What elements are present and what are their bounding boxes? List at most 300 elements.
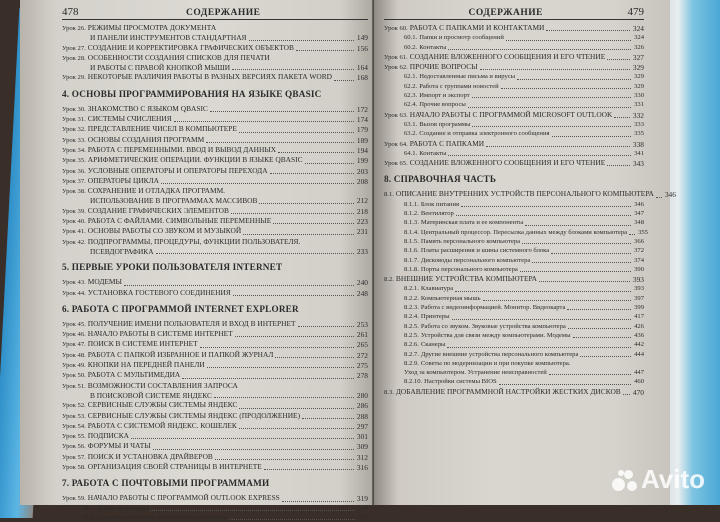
dot-leader (520, 271, 631, 272)
toc-entry (384, 189, 676, 200)
toc-entry-label (404, 284, 453, 293)
toc-entry-page: 372 (634, 247, 644, 255)
toc-entry (384, 265, 644, 274)
dot-leader (296, 50, 354, 51)
dot-leader (549, 374, 631, 375)
toc-entry-page: 329 (634, 73, 644, 81)
toc-entry-number: Урок 37. (62, 177, 86, 185)
toc-entry-title: Материнская плата и ее компоненты (420, 219, 524, 227)
toc-entry-number: Урок 53. (62, 412, 86, 420)
dot-leader (448, 155, 631, 156)
toc-entry-label (62, 124, 237, 134)
section-heading: 4. ОСНОВЫ ПРОГРАММИРОВАНИЯ НА ЯЗЫКЕ QBASIC (62, 88, 322, 99)
toc-entry (62, 421, 368, 431)
toc-entry-page: 374 (634, 256, 644, 264)
toc-entry-number: Урок 43. (62, 279, 86, 287)
toc-entry (384, 149, 644, 158)
toc-entry-number: Урок 50. (62, 372, 86, 380)
dot-leader (298, 326, 354, 327)
toc-entry (62, 288, 368, 298)
toc-entry-title: НАЧАЛО РАБОТЫ В СИСТЕМЕ ИНТЕРНЕТ (87, 329, 233, 339)
toc-entry-label (62, 421, 237, 431)
toc-entry-label (404, 91, 470, 100)
toc-entry-page: 248 (356, 288, 368, 298)
toc-entry-number: Урок 56. (62, 443, 86, 451)
toc-entry-title: Вентилятор (420, 210, 454, 218)
dot-leader (161, 183, 354, 184)
toc-entry-number: 62.3. (404, 92, 418, 100)
toc-entry-number: Урок 28. (62, 54, 86, 62)
toc-entry-number: Урок 33. (62, 136, 86, 144)
toc-entry-title: Вызов программы (97, 504, 149, 512)
toc-entry-label (62, 411, 300, 421)
toc-entry (384, 120, 644, 129)
toc-entry-title: ВОЗМОЖНОСТИ СОСТАВЛЕНИЯ ЗАПРОСА (87, 380, 238, 390)
toc-entry (384, 23, 644, 33)
toc-entry-title: Создание и отправка электронного сообщения (97, 513, 228, 521)
toc-entry-number: 8.2.5. (404, 331, 419, 339)
toc-entry-number: Урок 32. (62, 126, 86, 134)
left-page-header (62, 6, 368, 20)
toc-entry (384, 139, 644, 149)
toc-entry-label (62, 216, 271, 226)
toc-entry-label (62, 72, 332, 82)
dot-leader (206, 142, 354, 143)
toc-entry-label (404, 120, 470, 129)
toc-entry-label (62, 319, 296, 329)
toc-entry (62, 431, 368, 441)
toc-entry-title: ФОРУМЫ И ЧАТЫ (87, 441, 151, 451)
toc-entry-label (90, 247, 154, 256)
toc-entry-title: Работа с видеоинформацией. Монитор. Видеокарта (420, 304, 566, 312)
toc-entry-number: Урок 52. (62, 402, 86, 410)
toc-entry-number: Урок 49. (62, 362, 86, 370)
toc-entry (384, 294, 644, 303)
toc-entry-label (62, 288, 231, 298)
toc-entry-title: СОЗДАНИЕ ГРАФИЧЕСКИХ ЭЛЕМЕНТОВ (87, 205, 229, 215)
toc-entry-title: Вызов программы (419, 120, 471, 128)
toc-entry-number: Урок 41. (62, 228, 86, 236)
toc-entry-number: Урок 38. (62, 188, 86, 196)
toc-entry-label (62, 360, 205, 370)
toc-entry-label (404, 294, 481, 303)
toc-entry-page: 189 (356, 135, 368, 145)
toc-entry (62, 462, 368, 472)
avito-dots-icon (612, 468, 638, 492)
toc-entry-label (404, 331, 571, 340)
toc-entry-label (62, 43, 294, 53)
toc-entry (384, 129, 644, 138)
toc-entry (384, 377, 644, 386)
toc-entry-page: 265 (356, 340, 368, 350)
toc-entry-number: 8.2. (384, 276, 394, 284)
toc-entry-page: 322 (358, 513, 368, 521)
toc-entry-page: 261 (356, 330, 368, 340)
toc-entry-label (62, 104, 208, 114)
toc-entry-label (404, 100, 466, 109)
toc-entry-title: ОСНОВЫ РАБОТЫ СО ЗВУКОМ И МУЗЫКОЙ (87, 226, 242, 236)
toc-entry-page: 212 (356, 196, 368, 206)
dot-leader (210, 111, 354, 112)
toc-entry-label (62, 155, 303, 165)
toc-entry-number: 64.1. (404, 149, 418, 157)
dot-leader (456, 215, 631, 216)
dot-leader (629, 234, 635, 235)
toc-entry-page: 338 (632, 139, 644, 149)
section-heading: 5. ПЕРВЫЕ УРОКИ ПОЛЬЗОВАТЕЛЯ INTERNET (62, 262, 283, 273)
toc-entry-label (384, 139, 484, 149)
toc-entry (384, 359, 644, 368)
toc-entry-title: Клавиатура (420, 285, 454, 293)
toc-entry-label (404, 33, 504, 42)
toc-entry-title: ПОИСК И УСТАНОВКА ДРАЙВЕРОВ (87, 451, 213, 461)
toc-entry (62, 135, 368, 145)
toc-entry-page: 447 (634, 369, 644, 377)
dot-leader (305, 163, 354, 164)
toc-entry-page: 444 (634, 350, 644, 358)
toc-entry-label (62, 441, 151, 451)
toc-entry-title: НАЧАЛО РАБОТЫ С ПРОГРАММОЙ MICROSOFT OUTLOOK (409, 109, 613, 119)
toc-entry-number: Урок 34. (62, 146, 86, 154)
toc-entry (384, 303, 644, 312)
toc-entry (384, 110, 644, 120)
toc-entry-label (62, 186, 225, 196)
toc-entry (384, 228, 648, 237)
toc-entry-label (404, 340, 445, 349)
toc-entry-number: 62.2. (404, 82, 418, 90)
toc-entry (384, 237, 644, 246)
page-number: 479 (627, 6, 644, 18)
toc-entry (62, 43, 368, 53)
toc-entry (384, 350, 644, 359)
toc-entry-title: Порты персонального компьютера (420, 265, 518, 273)
toc-entry-number: 8.1.6. (404, 247, 419, 255)
toc-entry-number: Урок 31. (62, 116, 86, 124)
toc-entry-number: Урок 60. (384, 25, 408, 32)
toc-entry-number: Урок 64. (384, 140, 408, 148)
toc-entry-title: РАБОТА С ФАЙЛАМИ. СИМВОЛЬНЫЕ ПЕРЕМЕННЫЕ (87, 216, 272, 226)
toc-entry-number: Урок 63. (384, 111, 408, 119)
toc-entry (384, 284, 644, 293)
toc-entry-title: Советы по модернизации и при покупке компьютера. (420, 359, 571, 367)
toc-entry-page: 346 (664, 190, 676, 200)
dot-leader (567, 309, 631, 310)
dot-leader (131, 438, 354, 439)
toc-entry-label (404, 237, 520, 246)
toc-entry-title: ВНЕШНИЕ УСТРОЙСТВА КОМПЬЮТЕРА (395, 274, 537, 284)
toc-entry-number: 8.2.3. (404, 304, 419, 312)
toc-entry-number: Урок 61. (384, 53, 408, 61)
toc-entry-number: 8.2.5. (404, 322, 419, 330)
toc-list (62, 23, 368, 83)
dot-leader (200, 347, 354, 348)
toc-entry (62, 206, 368, 216)
toc-entry-page: 179 (356, 125, 368, 135)
toc-entry-number: 8.1.2. (404, 210, 419, 218)
dot-leader (623, 394, 630, 395)
toc-entry-label (404, 228, 627, 237)
dot-leader (607, 165, 630, 166)
toc-entry-page: 335 (634, 130, 644, 138)
toc-entry-page: 417 (634, 313, 644, 321)
toc-entry (384, 62, 644, 72)
toc-entry-label (62, 381, 238, 391)
toc-entry-title: ОСНОВЫ СОЗДАНИЯ ПРОГРАММ (87, 134, 205, 144)
toc-entry (62, 247, 368, 256)
dot-leader (150, 510, 355, 511)
toc-entry-title: Компьютерная мышь (420, 294, 481, 302)
toc-entry-title: Папки и просмотр сообщений (419, 34, 504, 42)
toc-entry-title: СЕРВИСНЫЕ СЛУЖБЫ СИСТЕМЫ ЯНДЕКС (ПРОДОЛЖЕНИЕ) (87, 410, 301, 420)
dot-leader (501, 88, 631, 89)
toc-entry-title: Недоставленные письма и вирусы (419, 73, 516, 81)
dot-leader (282, 501, 354, 502)
dot-leader (452, 319, 632, 320)
toc-entry-label (404, 359, 570, 368)
toc-entry-number: 8.1.1. (404, 200, 419, 208)
toc-entry-number: 63.1. (404, 120, 418, 128)
dot-leader (264, 469, 354, 470)
toc-entry (384, 274, 644, 284)
dot-leader (182, 378, 354, 379)
toc-entry-title: АРИФМЕТИЧЕСКИЕ ОПЕРАЦИИ. ФУНКЦИИ В ЯЗЫКЕ QBASIC (87, 155, 303, 165)
toc-entry (384, 387, 644, 397)
toc-entry-number: 60.1. (404, 34, 418, 42)
dot-leader (656, 197, 662, 198)
toc-entry-label (62, 53, 270, 63)
page-number: 478 (62, 6, 79, 18)
dot-leader (472, 126, 631, 127)
toc-entry-page: 164 (356, 63, 368, 73)
toc-entry-title: СИСТЕМЫ СЧИСЛЕНИЯ (87, 114, 172, 124)
toc-entry-label (62, 452, 213, 462)
dot-leader (270, 173, 354, 174)
section-heading: 6. РАБОТА С ПРОГРАММОЙ INTERNET EXPLORER (62, 303, 299, 314)
toc-entry-label (62, 114, 172, 124)
toc-entry-label (62, 462, 262, 472)
toc-entry-title: Контакты (419, 149, 447, 157)
toc-entry-title: Работа с группами новостей (419, 82, 499, 90)
toc-entry-number: Урок 44. (62, 289, 86, 297)
toc-entry-page: 278 (356, 371, 368, 381)
toc-entry-title: СОЗДАНИЕ ВЛОЖЕННОГО СООБЩЕНИЯ И ЕГО ЧТЕНИЕ (409, 158, 606, 168)
toc-entry (384, 322, 644, 331)
toc-entry-title: Импорт и экспорт (419, 92, 470, 100)
toc-entry-label (404, 72, 515, 81)
toc-entry (62, 226, 368, 236)
toc-entry-label (384, 274, 537, 284)
toc-entry-label (404, 43, 446, 52)
toc-entry-title: Память персонального компьютера (420, 237, 520, 245)
dot-leader (239, 428, 354, 429)
toc-entry-label (384, 387, 621, 397)
toc-entry-label (62, 400, 237, 410)
toc-entry-number: Урок 62. (384, 64, 408, 72)
toc-entry-title: РАБОТА С МУЛЬТИМЕДИА (87, 370, 181, 380)
toc-entry-title: КНОПКИ НА ПЕРЕДНЕЙ ПАНЕЛИ (87, 360, 205, 370)
dot-leader (239, 408, 353, 409)
toc-entry (62, 452, 368, 462)
toc-entry (384, 246, 644, 255)
toc-entry-number: 8.3. (384, 388, 394, 396)
toc-entry (384, 72, 644, 81)
toc-entry-page: 319 (356, 494, 368, 504)
toc-entry-page: 223 (356, 217, 368, 227)
toc-entry-title: ПОДПРОГРАММЫ, ПРОЦЕДУРЫ, ФУНКЦИИ ПОЛЬЗОВАТЕЛЯ. (87, 236, 301, 246)
toc-entry-page: 172 (356, 104, 368, 114)
dot-leader (480, 69, 630, 70)
toc-list (62, 493, 368, 522)
toc-entry (384, 100, 644, 109)
toc-entry-page: 288 (356, 411, 368, 421)
toc-entry-title: В ПОИСКОВОЙ СИСТЕМЕ ЯНДЕКС (90, 390, 212, 400)
toc-entry-page: 426 (634, 322, 644, 330)
dot-leader (522, 243, 631, 244)
watermark-text: Avito (641, 464, 706, 494)
toc-entry-number: Урок 48. (62, 351, 86, 359)
toc-entry (384, 340, 644, 349)
toc-entry (62, 72, 368, 82)
toc-entry-label (404, 149, 446, 158)
toc-entry-label (404, 129, 550, 138)
toc-entry (384, 312, 644, 321)
avito-watermark (612, 464, 705, 495)
toc-entry-label (384, 158, 605, 168)
toc-entry (384, 200, 644, 209)
dot-leader (233, 295, 354, 296)
dot-leader (448, 49, 631, 50)
toc-entry-number: Урок 47. (62, 341, 86, 349)
toc-entry-label (62, 431, 129, 441)
toc-entry (62, 391, 368, 400)
toc-entry-number: Урок 46. (62, 331, 86, 339)
toc-entry-page: 309 (356, 442, 368, 452)
toc-entry-title: ПСЕВДОГРАФИКА (90, 246, 154, 256)
dot-leader (472, 97, 632, 98)
toc-entry-label (404, 368, 547, 377)
toc-entry-page: 393 (634, 285, 644, 293)
toc-entry-label (404, 246, 549, 255)
toc-entry-label (90, 391, 212, 400)
toc-entry-page: 341 (634, 149, 644, 157)
dot-leader (215, 459, 354, 460)
toc-list (62, 104, 368, 256)
toc-entry-page: 312 (356, 452, 368, 462)
toc-entry-number: 63.2. (404, 130, 418, 138)
toc-entry-page: 218 (356, 206, 368, 216)
toc-entry-title: Контакты (419, 43, 447, 51)
dot-leader (275, 357, 354, 358)
dot-leader (455, 291, 631, 292)
toc-entry-title: Дисководы персонального компьютера (420, 256, 531, 264)
toc-entry-number: 8.1.3. (404, 219, 419, 227)
toc-entry (62, 329, 368, 339)
toc-entry (62, 350, 368, 360)
dot-leader (243, 234, 354, 235)
toc-entry-title: РАБОТА С ПАПКОЙ ИЗБРАННОЕ И ПАПКОЙ ЖУРНАЛ (87, 349, 274, 359)
toc-entry-title: УСЛОВНЫЕ ОПЕРАТОРЫ И ОПЕРАТОРЫ ПЕРЕХОДА (87, 165, 268, 175)
toc-entry-number: Урок 42. (62, 238, 86, 246)
toc-entry-number: Урок 40. (62, 218, 86, 226)
toc-entry (384, 368, 644, 377)
dot-leader (468, 107, 631, 108)
toc-entry-title: Прочие вопросы (419, 101, 466, 109)
dot-leader (278, 152, 354, 153)
right-page-header (384, 6, 644, 20)
toc-entry-number: 60.2. (404, 43, 418, 51)
toc-entry (62, 370, 368, 380)
toc-entry-label (82, 513, 228, 522)
toc-entry-title: Центральный процессор. Пересылка данных между блоками компьютера (420, 228, 628, 236)
dot-leader (231, 213, 354, 214)
toc-entry-number: Урок 54. (62, 422, 86, 430)
toc-entry-title: Платы расширения и шины системного блока (420, 247, 550, 255)
dot-leader (230, 519, 356, 520)
toc-entry-page: 442 (634, 341, 644, 349)
toc-entry-number: 8.2.2. (404, 294, 419, 302)
toc-entry-number: 59.1. (82, 504, 96, 512)
toc-entry-page: 326 (634, 43, 644, 51)
toc-entry-number: Урок 29. (62, 74, 86, 82)
toc-entry-number: Урок 36. (62, 167, 86, 175)
dot-leader (124, 285, 354, 286)
toc-entry-title: Принтеры (420, 313, 450, 321)
toc-entry-title: ОРГАНИЗАЦИЯ СВОЕЙ СТРАНИЦЫ В ИНТЕРНЕТЕ (87, 461, 262, 471)
toc-entry (62, 186, 368, 196)
toc-entry-page: 253 (356, 319, 368, 329)
toc-entry (384, 43, 644, 52)
toc-entry (62, 166, 368, 176)
toc-entry-page: 393 (632, 275, 644, 285)
toc-entry (62, 114, 368, 124)
dot-leader (174, 121, 354, 122)
toc-entry-page: 470 (632, 387, 644, 397)
toc-entry-page: 327 (632, 52, 644, 62)
toc-entry (384, 52, 644, 62)
toc-entry-number: Урок 65. (384, 160, 408, 168)
toc-entry-page: 275 (356, 361, 368, 371)
toc-entry-label (62, 339, 198, 349)
toc-entry-title: Настройки системы BIOS (424, 378, 497, 386)
section-heading: 7. РАБОТА С ПОЧТОВЫМИ ПРОГРАММАМИ (62, 478, 270, 489)
page-header-title: СОДЕРЖАНИЕ (468, 8, 543, 18)
toc-entry (62, 124, 368, 134)
toc-entry (62, 400, 368, 410)
toc-entry-page: 333 (634, 120, 644, 128)
page-header-title: СОДЕРЖАНИЕ (186, 8, 261, 18)
toc-entry-page: 397 (634, 294, 644, 302)
toc-list (62, 319, 368, 472)
toc-entry (62, 63, 368, 72)
toc-entry-page: 329 (634, 82, 644, 90)
toc-entry-label (404, 350, 578, 359)
toc-entry-label (404, 322, 566, 331)
toc-entry-label (90, 196, 257, 205)
toc-entry-page: 174 (356, 115, 368, 125)
toc-entry-title: РАБОТА С ПЕРЕМЕННЫМИ. ВВОД И ВЫВОД ДАННЫХ (87, 144, 277, 154)
dot-leader (539, 281, 630, 282)
toc-entry (62, 381, 368, 391)
toc-entry-page: 330 (634, 92, 644, 100)
toc-entry-label (404, 209, 454, 218)
dot-leader (302, 418, 354, 419)
toc-entry-number: 8.1.8. (404, 265, 419, 273)
toc-entry-label (62, 206, 229, 216)
toc-entry (384, 91, 644, 100)
toc-entry-number: 8.1.4. (404, 228, 419, 236)
toc-entry-page: 199 (356, 156, 368, 166)
toc-entry-title: ПОЛУЧЕНИЕ ИМЕНИ ПОЛЬЗОВАТЕЛЯ И ВХОД В ИНТЕРНЕТ (87, 318, 296, 328)
